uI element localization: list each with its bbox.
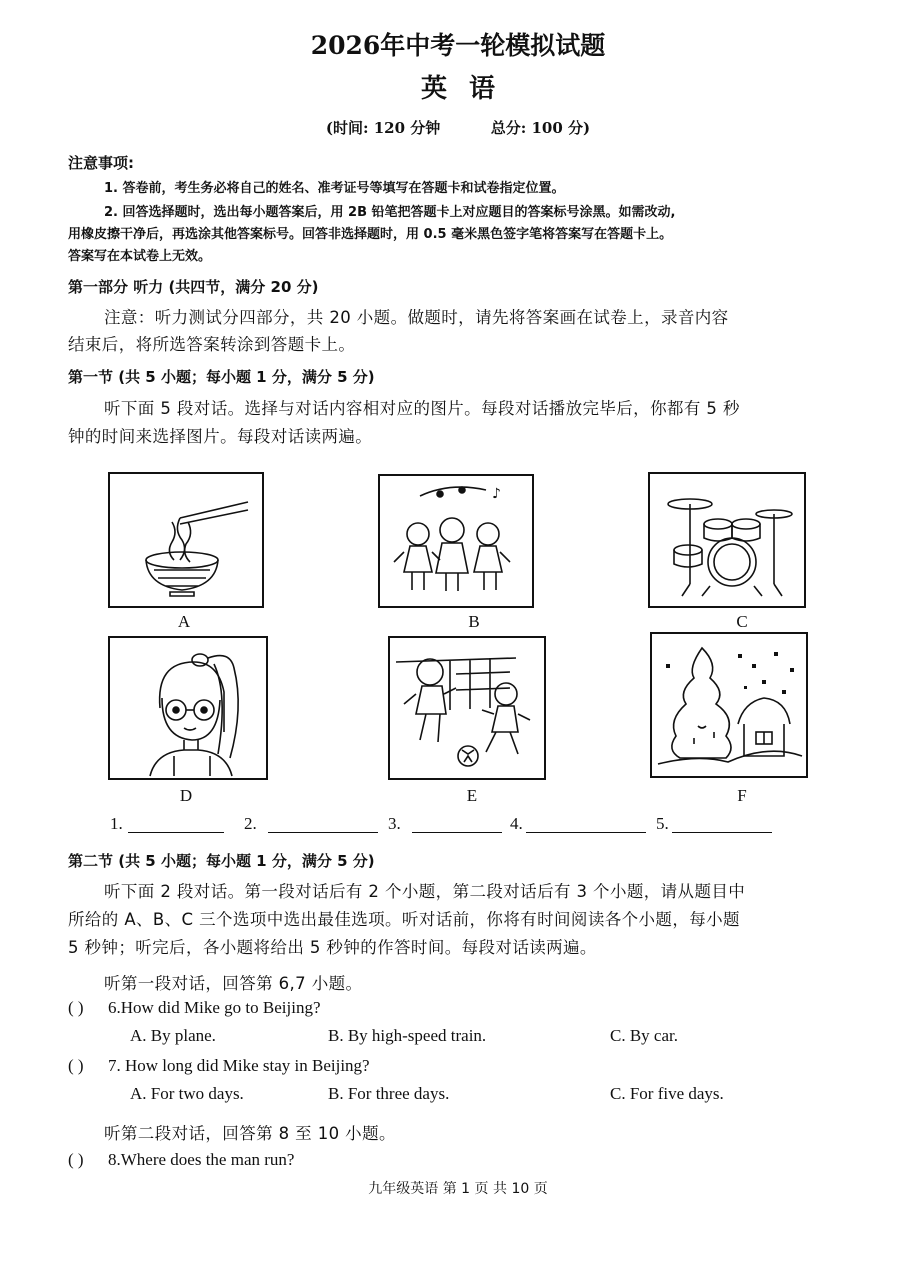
notice-heading: 注意事项:	[68, 154, 134, 172]
girl-with-glasses-icon	[110, 638, 266, 778]
section1-instr-line2: 钟的时间来选择图片。每段对话读两遍。	[68, 427, 373, 446]
answer-blank-1[interactable]	[128, 832, 224, 833]
answer-paren-7[interactable]: ( )	[68, 1056, 84, 1075]
singing-girls-icon	[380, 476, 532, 606]
dialog1-prompt: 听第一段对话，回答第 6,7 小题。	[104, 974, 363, 993]
notice-item-2-cont: 用橡皮擦干净后，再选涂其他答案标号。回答非选择题时，用 0.5 毫米黑色签字笔将答案写在答题卡上。	[68, 227, 673, 242]
time-info: (时间: 120 分钟	[325, 119, 441, 137]
picture-label-f: F	[737, 786, 747, 805]
q7-option-b[interactable]: B. For three days.	[328, 1084, 450, 1103]
q7-option-c[interactable]: C. For five days.	[610, 1084, 724, 1103]
dialog2-prompt: 听第二段对话，回答第 8 至 10 小题。	[104, 1124, 396, 1143]
svg-text:♪: ♪	[492, 486, 501, 502]
picture-label-b: B	[468, 612, 480, 631]
picture-label-a: A	[177, 612, 191, 631]
part1-heading: 第一部分 听力 (共四节，满分 20 分)	[68, 278, 319, 296]
section2-instr-line3: 5 秒钟；听完后，各小题将给出 5 秒钟的作答时间。每段对话读两遍。	[68, 938, 597, 957]
blank-label-5: 5.	[656, 814, 669, 833]
q7-option-a[interactable]: A. For two days.	[130, 1084, 244, 1103]
drum-set-icon	[650, 474, 804, 606]
snowy-house-icon	[652, 634, 806, 776]
picture-d	[108, 636, 268, 780]
q6-option-b[interactable]: B. By high-speed train.	[328, 1026, 487, 1045]
blank-label-2: 2.	[244, 814, 257, 833]
picture-e	[388, 636, 546, 780]
part1-intro-line2: 结束后，将所选答案转涂到答题卡上。	[68, 335, 356, 354]
question-6-stem: 6.How did Mike go to Beijing?	[108, 998, 321, 1017]
answer-blank-2[interactable]	[268, 832, 378, 833]
section2-heading: 第二节 (共 5 小题；每小题 1 分，满分 5 分)	[68, 852, 375, 870]
q6-option-c[interactable]: C. By car.	[610, 1026, 678, 1045]
answer-paren-8[interactable]: ( )	[68, 1150, 84, 1169]
noodle-bowl-icon	[110, 474, 262, 606]
picture-f	[650, 632, 808, 778]
score-info: 总分: 100 分)	[490, 119, 591, 137]
question-7-stem: 7. How long did Mike stay in Beijing?	[108, 1056, 370, 1075]
blank-label-3: 3.	[388, 814, 401, 833]
blank-label-4: 4.	[510, 814, 523, 833]
answer-paren-6[interactable]: ( )	[68, 998, 84, 1017]
answer-blank-5[interactable]	[672, 832, 772, 833]
blank-label-1: 1.	[110, 814, 123, 833]
exam-meta	[0, 117, 916, 138]
picture-a	[108, 472, 264, 608]
notice-item-3: 答案写在本试卷上无效。	[68, 249, 212, 264]
picture-b	[378, 474, 534, 608]
exam-subject: 英语	[420, 74, 517, 104]
notice-item-1: 1. 答卷前，考生务必将自己的姓名、准考证号等填写在答题卡和试卷指定位置。	[104, 181, 565, 196]
part1-intro-line1: 注意：听力测试分四部分，共 20 小题。做题时，请先将答案画在试卷上，录音内容	[104, 308, 729, 327]
notice-item-2: 2. 回答选择题时，选出每小题答案后，用 2B 铅笔把答题卡上对应题目的答案标号涂黑。如需改动,	[104, 205, 676, 220]
section1-heading: 第一节 (共 5 小题；每小题 1 分，满分 5 分)	[68, 368, 375, 386]
q6-option-a[interactable]: A. By plane.	[130, 1026, 216, 1045]
picture-label-c: C	[736, 612, 748, 631]
picture-label-d: D	[179, 786, 193, 805]
section2-instr-line1: 听下面 2 段对话。第一段对话后有 2 个小题，第二段对话后有 3 个小题，请从题目中	[104, 882, 746, 901]
answer-blank-4[interactable]	[526, 832, 646, 833]
answer-blank-3[interactable]	[412, 832, 502, 833]
picture-c	[648, 472, 806, 608]
section2-instr-line2: 所给的 A、B、C 三个选项中选出最佳选项。听对话前，你将有时间阅读各个小题，每小题	[68, 910, 740, 929]
kids-playing-ball-icon	[390, 638, 544, 778]
exam-title: 2026年中考一轮模拟试题	[310, 31, 606, 60]
page-footer: 九年级英语 第 1 页 共 10 页	[368, 1181, 548, 1197]
section1-instr-line1: 听下面 5 段对话。选择与对话内容相对应的图片。每段对话播放完毕后，你都有 5 秒	[104, 399, 740, 418]
question-8-stem: 8.Where does the man run?	[108, 1150, 295, 1169]
picture-label-e: E	[466, 786, 478, 805]
